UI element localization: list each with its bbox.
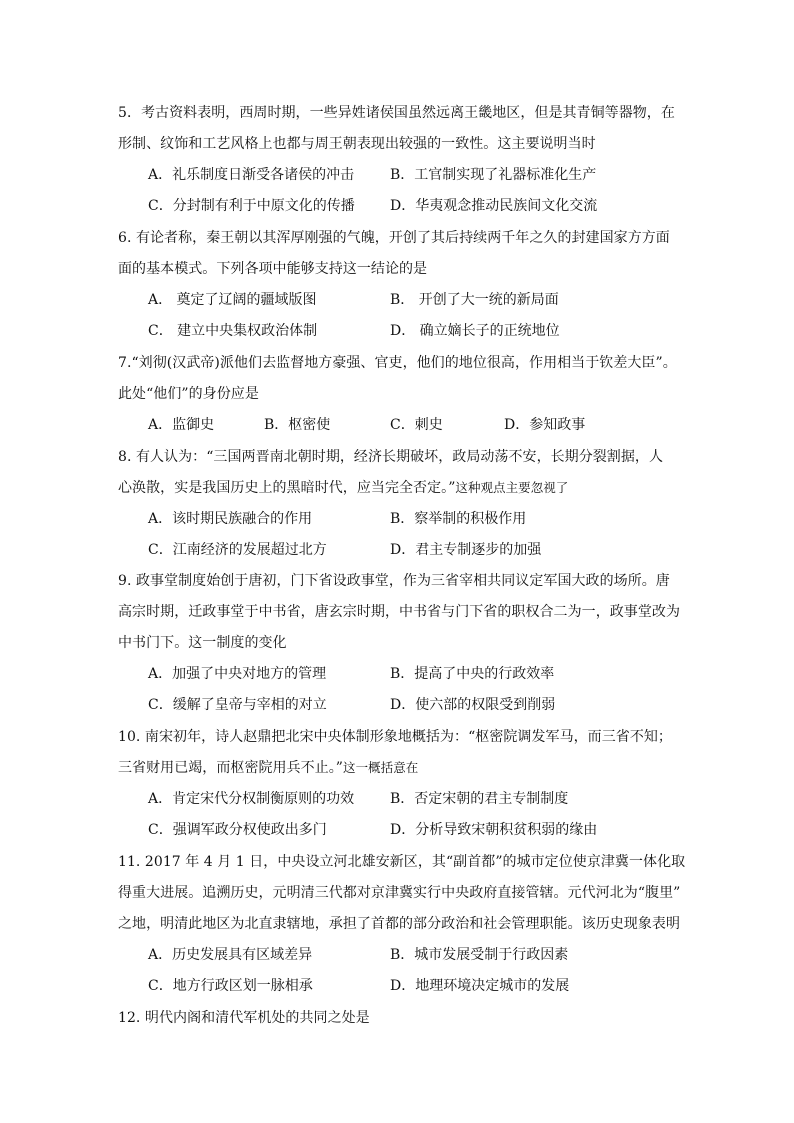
q11-option-b: B．城市发展受制于行政因素 — [390, 947, 569, 963]
q7-option-a: A．监御史 — [148, 417, 215, 433]
q6-option-c: C． 建立中央集权政治体制 — [148, 323, 318, 339]
q8-option-c: C．江南经济的发展超过北方 — [148, 542, 327, 558]
q9-option-d: D．使六部的权限受到削弱 — [390, 697, 556, 713]
q11-stem-line-2: 得重大进展。追溯历史，元明清三代都对京津冀实行中央政府直接管辖。元代河北为“腹里” — [118, 885, 681, 901]
q5-option-d: D．华夷观念推动民族间文化交流 — [390, 198, 598, 214]
q5-option-b: B．工官制实现了礼器标准化生产 — [390, 167, 597, 183]
q9-option-a: A．加强了中央对地方的管理 — [148, 666, 327, 682]
q10-stem-line-2-main: 三省财用已竭，而枢密院用兵不止。” — [118, 760, 344, 776]
q6-option-d: D． 确立嫡长子的正统地位 — [390, 323, 560, 339]
q10-stem-line-1: 10. 南宋初年，诗人赵鼎把北宋中央体制形象地概括为：“枢密院调发军马，而三省不知； — [118, 729, 672, 745]
q8-stem-line-2-main: 心涣散，实是我国历史上的黑暗时代，应当完全否定。” — [118, 480, 456, 496]
q9-option-c: C．缓解了皇帝与宰相的对立 — [148, 697, 327, 713]
q8-stem-line-1: 8. 有人认为：“三国两晋南北朝时期，经济长期破坏，政局动荡不安，长期分裂割据，人 — [118, 449, 664, 465]
q9-option-b: B．提高了中央的行政效率 — [390, 666, 555, 682]
q10-option-d: D．分析导致宋朝积贫积弱的缘由 — [390, 822, 598, 838]
q8-option-a: A．该时期民族融合的作用 — [148, 511, 313, 527]
q9-stem-line-1: 9. 政事堂制度始创于唐初，门下省设政事堂，作为三省宰相共同议定军国大政的场所。唐 — [118, 573, 670, 589]
q10-stem-line-2-tail: 这一概括意在 — [343, 760, 419, 775]
q5-stem-line-2: 形制、纹饰和工艺风格上也都与周王朝表现出较强的一致性。这主要说明当时 — [118, 136, 596, 152]
q10-option-a: A．肯定宋代分权制衡原则的功效 — [148, 791, 355, 807]
q9-stem-line-3: 中书门下。这一制度的变化 — [118, 635, 287, 651]
q8-option-b: B．察举制的积极作用 — [390, 511, 527, 527]
q6-stem-line-1: 6. 有论者称，秦王朝以其浑厚刚强的气魄，开创了其后持续两千年之久的封建国家方方面 — [118, 230, 670, 246]
q5-stem-line-1: 5．考古资料表明，西周时期，一些异姓诸侯国虽然远离王畿地区，但是其青铜等器物，在 — [118, 105, 675, 121]
q10-option-c: C．强调军政分权使政出多门 — [148, 822, 327, 838]
q6-option-b: B． 开创了大一统的新局面 — [390, 292, 559, 308]
q7-option-b: B．枢密使 — [264, 417, 331, 433]
q6-stem-line-2: 面的基本模式。下列各项中能够支持这一结论的是 — [118, 261, 428, 277]
q5-option-c: C．分封制有利于中原文化的传播 — [148, 198, 355, 214]
q7-stem-line-1: 7.“刘彻(汉武帝)派他们去监督地方豪强、官吏，他们的地位很高，作用相当于钦差大臣”。 — [118, 355, 677, 371]
q7-stem-line-2: 此处“他们”的身份应是 — [118, 386, 259, 402]
q11-option-d: D．地理环境决定城市的发展 — [390, 978, 570, 994]
q10-option-b: B．否定宋朝的君主专制制度 — [390, 791, 569, 807]
q8-stem-line-2 — [118, 478, 678, 498]
q5-option-a: A．礼乐制度日渐受各诸侯的冲击 — [148, 167, 355, 183]
q11-stem-line-1: 11. 2017 年 4 月 1 日，中央设立河北雄安新区，其“副首都”的城市定位使京津冀一体化取 — [118, 854, 686, 870]
q10-stem-line-2 — [118, 758, 678, 778]
q11-option-a: A．历史发展具有区域差异 — [148, 947, 313, 963]
q7-option-d: D．参知政事 — [504, 417, 586, 433]
q11-option-c: C．地方行政区划一脉相承 — [148, 978, 313, 994]
q7-option-c: C．刺史 — [390, 417, 443, 433]
q6-option-a: A． 奠定了辽阔的疆域版图 — [148, 292, 317, 308]
q11-stem-line-3: 之地，明清此地区为北直隶辖地，承担了首都的部分政治和社会管理职能。该历史现象表明 — [118, 916, 680, 932]
q9-stem-line-2: 高宗时期，迁政事堂于中书省，唐玄宗时期，中书省与门下省的职权合二为一，政事堂改为 — [118, 604, 680, 620]
q12-stem-line-1: 12. 明代内阁和清代军机处的共同之处是 — [118, 1010, 370, 1026]
q8-stem-line-2-tail: 这种观点主要忽视了 — [455, 480, 569, 495]
q8-option-d: D．君主专制逐步的加强 — [390, 542, 542, 558]
